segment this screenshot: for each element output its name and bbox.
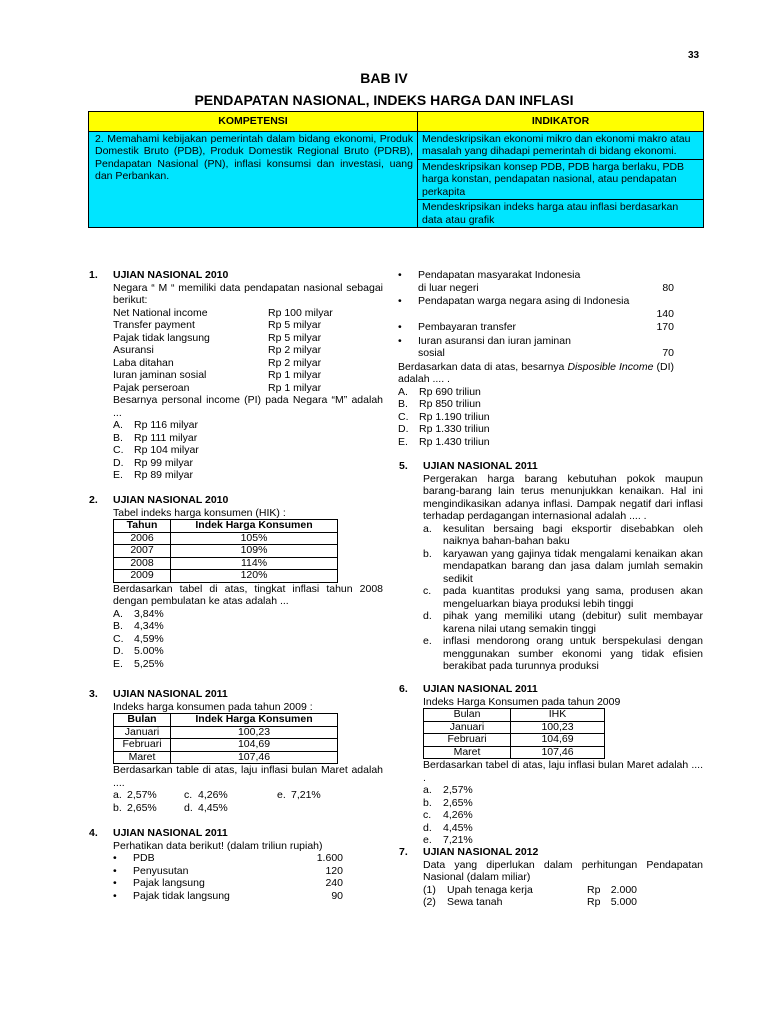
item-label: Iuran asuransi dan iuran jaminan <box>418 334 571 347</box>
option-text: 2,65% <box>443 796 473 809</box>
table-row <box>114 726 338 739</box>
bullet: • <box>113 864 117 877</box>
option-text: 4,45% <box>198 801 228 814</box>
cell-label: Januari <box>114 726 171 739</box>
option-text: Rp 1.330 triliun <box>419 423 490 435</box>
item-label: PDB <box>133 852 155 864</box>
cell-label: Januari <box>424 721 511 734</box>
data-row <box>423 896 703 909</box>
header-kompetensi: KOMPETENSI <box>89 112 418 132</box>
option-label: b. <box>423 796 432 809</box>
question-intro: Pergerakan harga barang kebutuhan pokok maupun barang-barang lain terus menunjukkan kenaikan. Hal ini mengindikasikan adanya inflasi. Dampak negatif dari inflasi terhadap perdagangan internasional adalah .... . <box>423 472 703 522</box>
question-intro: Tabel indeks harga konsumen (HIK) : <box>113 506 286 519</box>
income-row <box>113 344 383 357</box>
option <box>398 398 674 411</box>
option-label: b. <box>423 547 432 560</box>
item-label: Penyusutan <box>133 864 189 877</box>
item-number: (2) <box>423 896 436 908</box>
item-label: Upah tenaga kerja <box>447 883 533 896</box>
option <box>423 834 703 847</box>
item-value: 140 <box>656 307 674 320</box>
question-text: Berdasarkan tabel di atas, laju inflasi bulan Maret adalah .... . <box>423 759 703 784</box>
options-list <box>423 523 703 673</box>
option-label: a. <box>423 784 432 796</box>
cell-value: 104,69 <box>171 739 338 752</box>
option-text: 2,57% <box>443 784 473 796</box>
item-value: 2.000 <box>610 883 637 896</box>
option-label: E. <box>113 657 123 670</box>
question-head: UJIAN NASIONAL 2010 <box>113 494 229 506</box>
data-list-continued <box>398 269 674 360</box>
item-currency: Rp <box>587 883 601 896</box>
question-number: 2. <box>89 494 98 506</box>
option-label: D. <box>113 645 124 657</box>
item-label-cont <box>418 308 614 321</box>
options-list <box>423 784 703 847</box>
col-bulan: Bulan <box>424 709 511 722</box>
option-label: C. <box>113 444 124 456</box>
option <box>423 809 703 822</box>
item-label: Pajak perseroan <box>113 381 190 394</box>
cell-label: Februari <box>114 739 171 752</box>
question-intro: Indeks Harga Konsumen pada tahun 2009 <box>423 695 621 708</box>
option-label: d. <box>184 801 193 814</box>
item-label: Transfer payment <box>113 319 195 331</box>
option-text: Rp 1.430 triliun <box>419 435 490 448</box>
option <box>113 432 383 445</box>
table-row <box>114 532 338 545</box>
cell-label: Maret <box>114 751 171 764</box>
question-intro: Indeks harga konsumen pada tahun 2009 : <box>113 700 313 713</box>
page-number: 33 <box>688 50 700 61</box>
option-label: e. <box>277 789 286 801</box>
cell-label: 2007 <box>114 545 171 558</box>
ihk-table <box>113 519 338 583</box>
item-value: 80 <box>662 281 674 294</box>
option-label: d. <box>423 821 432 834</box>
option-text: Rp 116 milyar <box>134 419 198 431</box>
item-label: Asuransi <box>113 344 154 356</box>
item-line2 <box>418 282 674 295</box>
option-label: e. <box>423 635 432 647</box>
cell-label: 2008 <box>114 557 171 570</box>
item-label: Sewa tanah <box>447 896 503 908</box>
option-label: E. <box>398 435 408 448</box>
data-row <box>398 269 674 294</box>
item-body <box>418 335 674 360</box>
item-value: Rp 2 milyar <box>268 344 322 356</box>
chapter-label: BAB IV <box>360 70 408 86</box>
option-label: b. <box>113 801 122 814</box>
option-text: kesulitan bersaing bagi eksportir disebabkan oleh naiknya bahan-bahan baku <box>443 522 703 547</box>
header-indikator: INDIKATOR <box>418 112 704 132</box>
option-label: A. <box>398 385 408 398</box>
table-row <box>114 545 338 558</box>
question-text: Berdasarkan tabel di atas, tingkat inflasi tahun 2008 dengan pembulatan ke atas adalah ... <box>113 582 383 607</box>
item-body <box>418 321 674 334</box>
option-text: 4,34% <box>134 620 164 632</box>
cell-label: 2009 <box>114 570 171 583</box>
item-value: 120 <box>325 864 343 877</box>
bullet: • <box>398 269 402 281</box>
option-text: 4,26% <box>443 809 473 821</box>
option-label: A. <box>113 607 123 620</box>
item-number: (1) <box>423 883 436 896</box>
question-head: UJIAN NASIONAL 2011 <box>113 688 228 700</box>
option-label: C. <box>113 632 124 645</box>
options-row-1 <box>113 789 383 802</box>
option <box>113 633 383 646</box>
option <box>113 457 383 470</box>
option <box>398 411 674 424</box>
option-text: 5.00% <box>134 645 164 657</box>
option-text: pihak yang memiliki utang (debitur) sulit membayar karena nilai utang semakin tinggi <box>443 610 703 635</box>
cell-label: Februari <box>424 734 511 747</box>
option-text: inflasi mendorong orang untuk berspekulasi dengan menggunakan sumber ekonomi yang tidak efisien berakibat pada turunnya produksi <box>443 635 703 672</box>
col-bulan: Bulan <box>114 714 171 727</box>
option-label: C. <box>398 410 409 423</box>
question-intro: Negara “ M “ memiliki data pendapatan nasional sebagai berikut: <box>113 281 383 306</box>
item-label: Net National income <box>113 306 208 319</box>
table-row <box>114 557 338 570</box>
item-value: 1.600 <box>316 852 343 864</box>
cell-value: 100,23 <box>511 721 605 734</box>
item-value: Rp 5 milyar <box>268 331 322 344</box>
indikator-2: Mendeskripsikan konsep PDB, PDB harga berlaku, PDB harga konstan, pendapatan nasional, atau pendapatan perkapita <box>418 159 704 200</box>
option-text: 7,21% <box>291 789 321 801</box>
option-label: e. <box>423 834 432 846</box>
question-text: Besarnya personal income (PI) pada Negara “M” adalah ... <box>113 394 383 419</box>
option <box>398 386 674 399</box>
option-text: 2,57% <box>127 789 157 801</box>
cell-value: 120% <box>171 570 338 583</box>
option-label: a. <box>113 789 122 801</box>
option-text: Rp 111 milyar <box>134 431 198 444</box>
question-number: 6. <box>399 683 408 695</box>
bullet: • <box>398 321 402 333</box>
table-row <box>114 751 338 764</box>
item-value: Rp 5 milyar <box>268 319 322 331</box>
table-row <box>114 739 338 752</box>
item-label: Pajak tidak langsung <box>113 331 210 344</box>
cell-value: 105% <box>171 532 338 545</box>
option-label: c. <box>423 585 432 597</box>
option-label: B. <box>113 431 123 444</box>
question-number: 7. <box>399 846 408 858</box>
table-row <box>424 721 605 734</box>
options-list <box>398 386 674 449</box>
item-value: 170 <box>656 321 674 333</box>
question-number: 5. <box>399 460 408 472</box>
data-list <box>423 884 703 909</box>
data-row <box>113 890 363 903</box>
item-value: 240 <box>325 877 343 889</box>
cell-value: 104,69 <box>511 734 605 747</box>
income-row <box>113 357 383 370</box>
option-text: Rp 690 triliun <box>419 385 481 398</box>
item-label: Pajak tidak langsung <box>133 889 230 902</box>
option <box>423 797 703 810</box>
item-value: Rp 1 milyar <box>268 381 322 394</box>
item-line <box>418 321 674 334</box>
question-head: UJIAN NASIONAL 2010 <box>113 269 229 281</box>
option-text: Rp 850 triliun <box>419 398 481 410</box>
option-text: Rp 1.190 triliun <box>419 410 490 423</box>
income-row <box>113 307 383 320</box>
item-line2 <box>418 347 674 360</box>
option <box>423 610 703 635</box>
question-number: 1. <box>89 269 98 281</box>
option-text: pada kuantitas produksi yang sama, produsen akan mengeluarkan biaya produksi lebih tinggi <box>443 585 703 610</box>
option <box>398 436 674 449</box>
income-row <box>113 382 383 395</box>
option <box>423 585 703 610</box>
ihk-table <box>113 713 338 764</box>
item-label: Pajak langsung <box>133 877 205 889</box>
data-row <box>113 877 363 890</box>
question-number: 3. <box>89 688 98 700</box>
question-7 <box>399 846 703 909</box>
question-intro: Perhatikan data berikut! (dalam triliun rupiah) <box>113 839 323 852</box>
options-list <box>113 608 383 671</box>
option <box>423 548 703 586</box>
col-ihk: Indek Harga Konsumen <box>171 714 338 727</box>
item-label: Pembayaran transfer <box>418 321 517 333</box>
option-label: A. <box>113 419 123 431</box>
question-head: UJIAN NASIONAL 2012 <box>423 846 539 858</box>
cell-value: 107,46 <box>511 746 605 759</box>
cell-label: Maret <box>424 746 511 759</box>
item-value: 70 <box>662 347 674 359</box>
option <box>113 444 383 457</box>
cell-value: 114% <box>171 557 338 570</box>
competency-table <box>88 111 704 228</box>
option <box>423 523 703 548</box>
option-label: c. <box>184 789 193 801</box>
option-text: 2,65% <box>127 801 157 814</box>
income-row <box>113 369 383 382</box>
option-text: Rp 99 milyar <box>134 456 193 469</box>
option-label: B. <box>398 398 408 410</box>
options-list <box>113 419 383 482</box>
bullet: • <box>398 295 402 307</box>
option-label: B. <box>113 620 123 632</box>
item-value: Rp 1 milyar <box>268 369 322 381</box>
income-row <box>113 319 383 332</box>
item-label: Pendapatan masyarakat Indonesia <box>418 269 581 281</box>
question-1 <box>89 269 383 482</box>
item-label: Pendapatan warga negara asing di Indonesia <box>418 295 630 307</box>
option-text: 4,45% <box>443 821 473 834</box>
option <box>398 423 674 436</box>
question-head: UJIAN NASIONAL 2011 <box>423 460 538 472</box>
option <box>113 469 383 482</box>
col-ihk: IHK <box>511 709 605 722</box>
item-label-cont: di luar negeri <box>418 281 479 294</box>
data-row <box>423 884 703 897</box>
option-text: Rp 104 milyar <box>134 444 199 456</box>
option <box>113 658 383 671</box>
item-label-cont: sosial <box>418 347 445 359</box>
question-number: 4. <box>89 827 98 839</box>
income-data-list <box>113 307 383 395</box>
data-row <box>398 321 674 334</box>
cell-value: 109% <box>171 545 338 558</box>
question-2 <box>89 494 383 670</box>
option-text: Rp 89 milyar <box>134 469 193 481</box>
option <box>113 608 383 621</box>
question-4 <box>89 827 363 902</box>
question-head: UJIAN NASIONAL 2011 <box>423 683 538 695</box>
data-row <box>113 852 363 865</box>
indikator-3: Mendeskripsikan indeks harga atau inflasi berdasarkan data atau grafik <box>418 200 704 228</box>
data-row <box>398 295 674 320</box>
option <box>113 620 383 633</box>
data-row <box>113 865 363 878</box>
option <box>113 645 383 658</box>
item-body <box>418 269 674 294</box>
cell-label: 2006 <box>114 532 171 545</box>
item-value: Rp 2 milyar <box>268 356 322 369</box>
kompetensi-text: 2. Memahami kebijakan pemerintah dalam bidang ekonomi, Produk Domestik Bruto (PDB), Produk Domestik Regional Bruto (PDRB), Pendapatan Nasional (PN), inflasi konsumsi dan investasi, uang dan Perbankan. <box>89 131 418 228</box>
item-label: Laba ditahan <box>113 356 174 369</box>
question-text: Berdasarkan data di atas, besarnya Disposible Income (DI) adalah .... . <box>398 360 674 385</box>
option-label: d. <box>423 610 432 622</box>
option <box>423 784 703 797</box>
table-row <box>424 746 605 759</box>
question-head: UJIAN NASIONAL 2011 <box>113 827 228 839</box>
option-text: karyawan yang gajinya tidak mengalami kenaikan akan mendapatkan barang dan jasa dalam jumlah semakin sedikit <box>443 547 703 585</box>
data-row <box>398 335 674 360</box>
bullet: • <box>113 852 117 864</box>
option-text: 4,26% <box>198 789 228 801</box>
col-ihk: Indek Harga Konsumen <box>171 520 338 533</box>
bullet: • <box>113 889 117 902</box>
item-label: Iuran jaminan sosial <box>113 369 207 381</box>
bullet: • <box>113 877 117 889</box>
data-list <box>113 852 363 902</box>
item-value: 90 <box>331 889 343 902</box>
table-row <box>424 734 605 747</box>
item-body <box>418 295 674 320</box>
option-text: 4,59% <box>134 632 164 645</box>
cell-value: 107,46 <box>171 751 338 764</box>
ihk-table <box>423 708 605 759</box>
item-line2 <box>418 308 674 321</box>
option <box>423 822 703 835</box>
option-label: D. <box>113 456 124 469</box>
option-label: E. <box>113 469 123 481</box>
question-4-continued <box>398 269 674 448</box>
indikator-1: Mendeskripsikan ekonomi mikro dan ekonomi makro atau masalah yang dihadapi pemerintah di bidang ekonomi. <box>418 131 704 159</box>
options-row-2 <box>113 802 383 815</box>
chapter-title: PENDAPATAN NASIONAL, INDEKS HARGA DAN INFLASI <box>194 92 574 108</box>
item-value: Rp 100 milyar <box>268 306 333 319</box>
question-3 <box>89 688 383 814</box>
question-5 <box>399 460 703 673</box>
item-value: 5.000 <box>610 896 637 908</box>
income-row <box>113 332 383 345</box>
item-currency: Rp <box>587 896 601 908</box>
question-intro: Data yang diperlukan dalam perhitungan Pendapatan Nasional (dalam miliar) <box>423 858 703 883</box>
option <box>423 635 703 673</box>
option-label: D. <box>398 423 409 435</box>
table-row <box>114 570 338 583</box>
col-tahun: Tahun <box>114 520 171 533</box>
question-text: Berdasarkan table di atas, laju inflasi bulan Maret adalah .... <box>113 764 383 789</box>
option-label: c. <box>423 809 432 821</box>
bullet: • <box>398 334 402 347</box>
option-text: 3,84% <box>134 607 164 620</box>
question-6 <box>399 683 703 847</box>
option-text: 5,25% <box>134 657 164 670</box>
option-label: a. <box>423 522 432 535</box>
option <box>113 419 383 432</box>
cell-value: 100,23 <box>171 726 338 739</box>
option-text: 7,21% <box>443 834 473 846</box>
